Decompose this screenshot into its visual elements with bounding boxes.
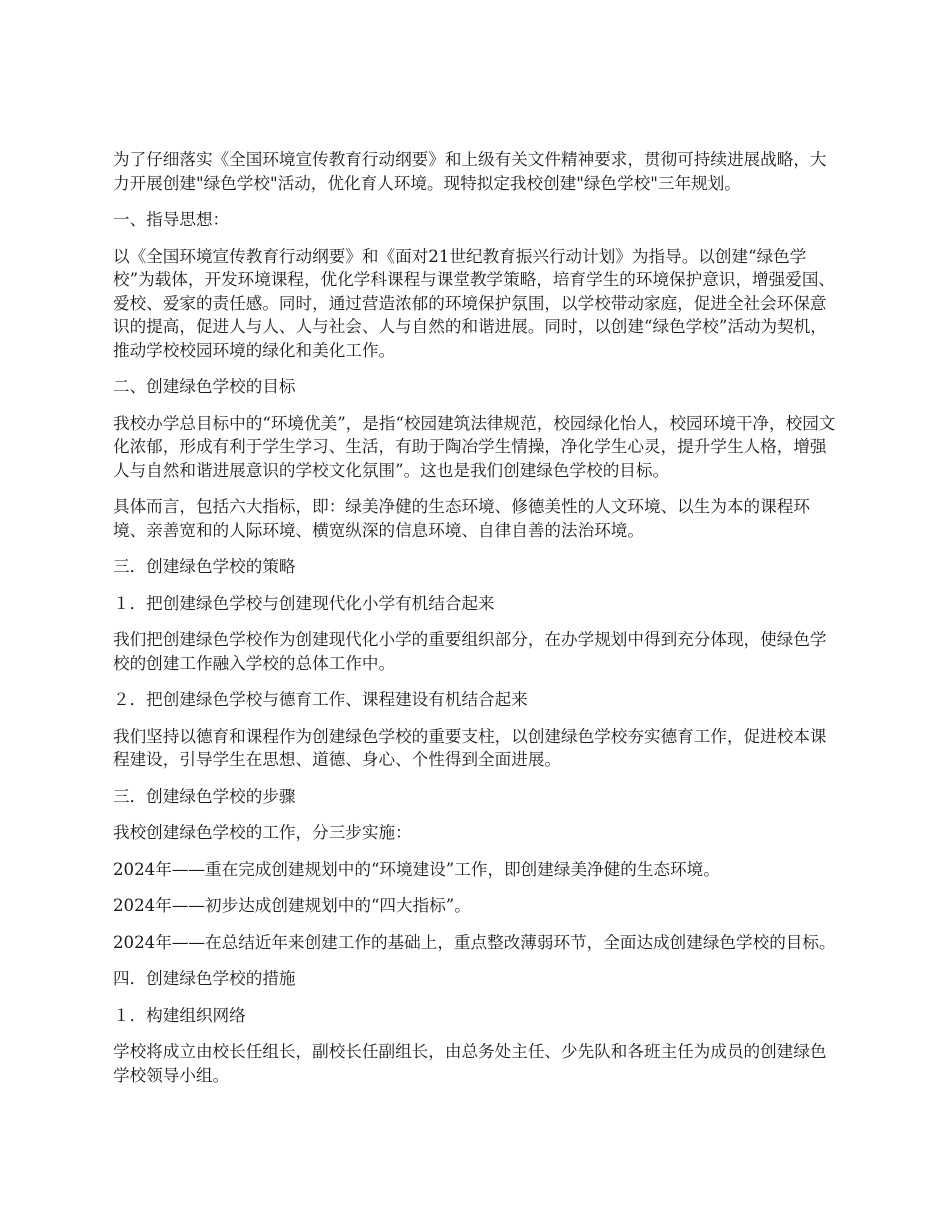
section-heading-measures: 四．创建绿色学校的措施 — [113, 969, 296, 988]
strategy-1-paragraph: 我们把创建绿色学校作为创建现代化小学的重要组织部分，在办学规划中得到充分体现，使绿色学校的创建工作融入学校的总体工作中。 — [113, 630, 827, 673]
steps-intro-paragraph: 我校创建绿色学校的工作，分三步实施： — [113, 823, 412, 842]
section-heading-guiding-ideology: 一、指导思想： — [113, 210, 230, 229]
goals-paragraph: 我校办学总目标中的“环境优美”，是指“校园建筑法律规范，校园绿化怡人，校园环境干净，校园文化浓郁，形成有利于学生学习、生活，有助于陶冶学生情操，净化学生心灵，提升学生人格，增强人与自然和谐进展意识的学校文化氛围”。这也是我们创建绿色学校的目标。 — [113, 413, 836, 480]
guiding-ideology-paragraph: 以《全国环境宣传教育行动纲要》和《面对21世纪教育振兴行动计划》为指导。以创建“绿色学校”为载体，开发环境课程，优化学科课程与课堂教学策略，培育学生的环境保护意识，增强爱国、爱校、爱家的责任感。同时，通过营造浓郁的环境保护氛围，以学校带动家庭，促进全社会环保意识的提高，促进人与人、人与社会、人与自然的和谐进展。同时，以创建“绿色学校”活动为契机，推动学校校园环境的绿化和美化工作。 — [113, 246, 836, 360]
measure-1-paragraph: 学校将成立由校长任组长，副校长任副组长，由总务处主任、少先队和各班主任为成员的创建绿色学校领导小组。 — [113, 1042, 827, 1085]
document-page — [113, 148, 840, 1100]
subheading-strategy-1: １．把创建绿色学校与创建现代化小学有机结合起来 — [113, 593, 495, 613]
section-heading-goals: 二、创建绿色学校的目标 — [113, 377, 296, 396]
step-1-paragraph: 2024年——重在完成创建规划中的“环境建设”工作，即创建绿美净健的生态环境。 — [113, 859, 720, 879]
section-heading-strategy: 三．创建绿色学校的策略 — [113, 557, 296, 576]
six-indicators-paragraph: 具体而言，包括六大指标，即：绿美净健的生态环境、修德美性的人文环境、以生为本的课程环境、亲善宽和的人际环境、横宽纵深的信息环境、自律自善的法治环境。 — [113, 497, 810, 540]
step-3-paragraph: 2024年——在总结近年来创建工作的基础上，重点整改薄弱环节，全面达成创建绿色学校的目标。 — [113, 932, 836, 952]
step-2-paragraph: 2024年——初步达成创建规划中的“四大指标”。 — [113, 896, 471, 915]
section-heading-steps: 三．创建绿色学校的步骤 — [113, 786, 296, 806]
intro-paragraph: 为了仔细落实《全国环境宣传教育行动纲要》和上级有关文件精神要求，贯彻可持续进展战略，大力开展创建"绿色学校"活动，优化育人环境。现特拟定我校创建"绿色学校"三年规划。 — [113, 150, 827, 193]
strategy-2-paragraph: 我们坚持以德育和课程作为创建绿色学校的重要支柱，以创建绿色学校夯实德育工作，促进校本课程建设，引导学生在思想、道德、身心、个性得到全面进展。 — [113, 726, 827, 769]
subheading-measure-1: １．构建组织网络 — [113, 1005, 246, 1025]
subheading-strategy-2: ２．把创建绿色学校与德育工作、课程建设有机结合起来 — [113, 690, 528, 709]
